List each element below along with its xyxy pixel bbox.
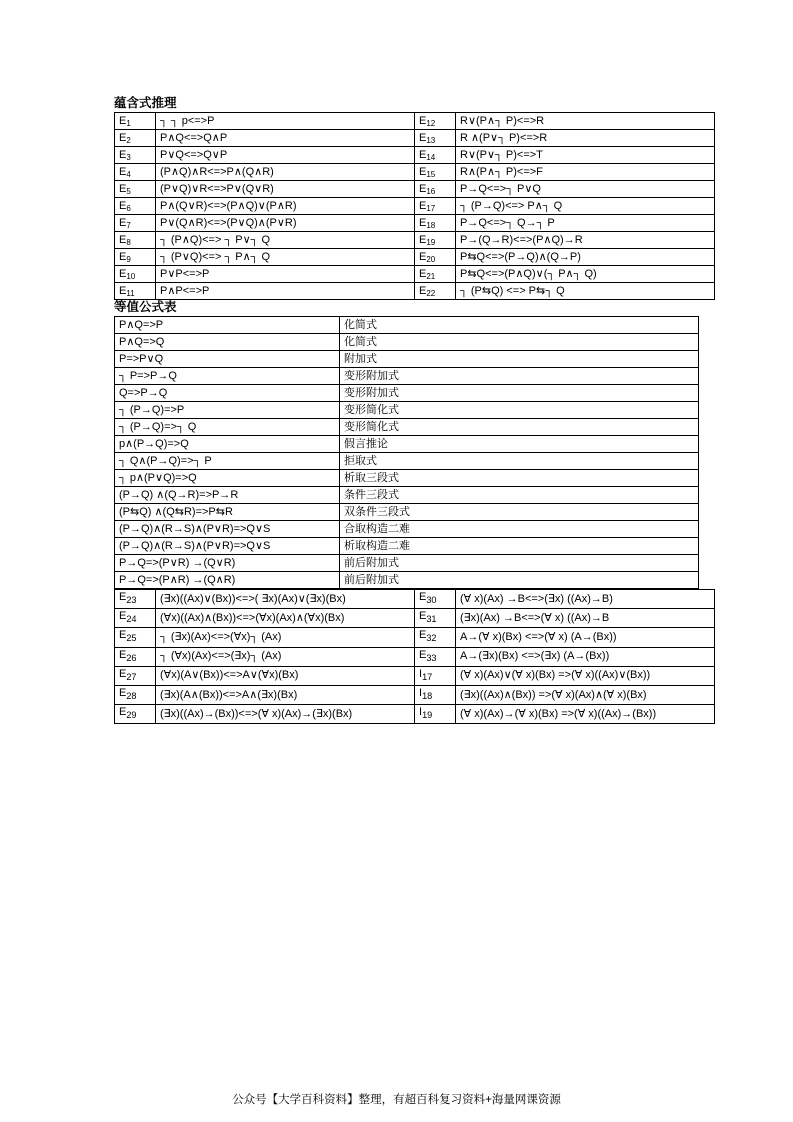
- table-row: [115, 453, 699, 470]
- table-row: [115, 130, 715, 147]
- table-row: [115, 521, 699, 538]
- equivalence-table: [114, 316, 699, 589]
- equivalence-formula: (P→Q)∧(R→S)∧(P∨R)=>Q∨S: [115, 521, 340, 538]
- row-label: $E_{32}$: [415, 628, 456, 647]
- row-label: $E_2$: [115, 130, 156, 147]
- row-label: $E_{24}$: [115, 609, 156, 628]
- row-formula: P→Q<=>┐ P∨Q: [456, 181, 715, 198]
- table-row: [115, 419, 699, 436]
- row-formula: ┐ (P∧Q)<=> ┐ P∨┐ Q: [156, 232, 415, 249]
- row-label: $E_{11}$: [115, 283, 156, 300]
- table-row: [115, 487, 699, 504]
- table-row: [115, 266, 715, 283]
- row-label: $E_{27}$: [115, 666, 156, 685]
- equivalence-formula: (P→Q)∧(R→S)∧(P∨R)=>Q∨S: [115, 538, 340, 555]
- page-footer: 公众号【大学百科资料】整理，有超百科复习资料+海量网课资源: [232, 1094, 561, 1106]
- row-formula: (∃x)(A∧(Bx))<=>A∧(∃x)(Bx): [156, 685, 415, 704]
- equivalence-formula: Q=>P→Q: [115, 385, 340, 402]
- row-formula: P∧P<=>P: [156, 283, 415, 300]
- table-row: [115, 538, 699, 555]
- row-label: $E_{30}$: [415, 590, 456, 609]
- row-formula: (P∨Q)∨R<=>P∨(Q∨R): [156, 181, 415, 198]
- equivalence-formula: (P→Q) ∧(Q→R)=>P→R: [115, 487, 340, 504]
- equivalence-formula: (P⇆Q) ∧(Q⇆R)=>P⇆R: [115, 504, 340, 521]
- table-row: [115, 504, 699, 521]
- row-formula: (∀ x)(Ax) →B<=>(∃x) ((Ax)→B): [456, 590, 715, 609]
- row-label: $E_{23}$: [115, 590, 156, 609]
- row-formula: (∀x)(A∨(Bx))<=>A∨(∀x)(Bx): [156, 666, 415, 685]
- row-formula: P∨Q<=>Q∨P: [156, 147, 415, 164]
- table-row: [115, 351, 699, 368]
- row-formula: (∀ x)(Ax)→(∀ x)(Bx) =>(∀ x)((Ax)→(Bx)): [456, 705, 715, 724]
- equivalence-name: 双条件三段式: [340, 504, 699, 521]
- table-row: [115, 590, 715, 609]
- table-row: [115, 198, 715, 215]
- equivalence-formula: ┐ Q∧(P→Q)=>┐ P: [115, 453, 340, 470]
- row-label: $E_{13}$: [415, 130, 456, 147]
- row-label: $E_{10}$: [115, 266, 156, 283]
- row-label: $E_{16}$: [415, 181, 456, 198]
- table-row: [115, 705, 715, 724]
- row-formula: P∧Q<=>Q∧P: [156, 130, 415, 147]
- equivalence-name: 合取构造二难: [340, 521, 699, 538]
- row-label: $E_4$: [115, 164, 156, 181]
- row-label: $E_{15}$: [415, 164, 456, 181]
- row-label: $I_{17}$: [415, 666, 456, 685]
- row-formula: R∨(P∨┐ P)<=>T: [456, 147, 715, 164]
- row-formula: A→(∀ x)(Bx) <=>(∀ x) (A→(Bx)): [456, 628, 715, 647]
- equivalence-name: 前后附加式: [340, 555, 699, 572]
- equivalence-section-title: 等值公式表: [114, 300, 177, 314]
- row-formula: ┐ (P→Q)<=> P∧┐ Q: [456, 198, 715, 215]
- table-row: [115, 317, 699, 334]
- equivalence-formula: ┐ P=>P→Q: [115, 368, 340, 385]
- equivalence-name: 析取构造二难: [340, 538, 699, 555]
- table-row: [115, 385, 699, 402]
- table-row: [115, 215, 715, 232]
- table-row: [115, 685, 715, 704]
- row-formula: P∧(Q∨R)<=>(P∧Q)∨(P∧R): [156, 198, 415, 215]
- equivalence-formula: ┐ p∧(P∨Q)=>Q: [115, 470, 340, 487]
- row-formula: (∃x)(Ax) →B<=>(∀ x) ((Ax)→B: [456, 609, 715, 628]
- row-label: $E_5$: [115, 181, 156, 198]
- equivalence-formula: P∧Q=>P: [115, 317, 340, 334]
- table-row: [115, 113, 715, 130]
- row-label: $E_{29}$: [115, 705, 156, 724]
- row-label: $E_{26}$: [115, 647, 156, 666]
- row-formula: A→(∃x)(Bx) <=>(∃x) (A→(Bx)): [456, 647, 715, 666]
- row-formula: P⇆Q<=>(P∧Q)∨(┐ P∧┐ Q): [456, 266, 715, 283]
- quantifier-table: [114, 589, 715, 724]
- row-label: $E_{22}$: [415, 283, 456, 300]
- row-formula: ┐ (∀x)(Ax)<=>(∃x)┐ (Ax): [156, 647, 415, 666]
- table-row: [115, 609, 715, 628]
- table-row: [115, 572, 699, 589]
- equivalence-formula: ┐ (P→Q)=>┐ Q: [115, 419, 340, 436]
- row-label: $E_9$: [115, 249, 156, 266]
- row-label: $E_1$: [115, 113, 156, 130]
- row-formula: R ∧(P∨┐ P)<=>R: [456, 130, 715, 147]
- table-row: [115, 164, 715, 181]
- equivalence-name: 拒取式: [340, 453, 699, 470]
- implication-table: [114, 112, 715, 300]
- row-formula: ┐ ┐ p<=>P: [156, 113, 415, 130]
- row-label: $E_{28}$: [115, 685, 156, 704]
- row-label: $E_8$: [115, 232, 156, 249]
- table-row: [115, 181, 715, 198]
- table-row: [115, 470, 699, 487]
- table-row: [115, 555, 699, 572]
- row-formula: (∃x)((Ax)∨(Bx))<=>( ∃x)(Ax)∨(∃x)(Bx): [156, 590, 415, 609]
- document-content: [114, 96, 682, 724]
- equivalence-formula: P→Q=>(P∨R) →(Q∨R): [115, 555, 340, 572]
- equivalence-formula: ┐ (P→Q)=>P: [115, 402, 340, 419]
- row-formula: P∨(Q∧R)<=>(P∨Q)∧(P∨R): [156, 215, 415, 232]
- row-formula: P→(Q→R)<=>(P∧Q)→R: [456, 232, 715, 249]
- equivalence-name: 化简式: [340, 334, 699, 351]
- row-formula: ┐ (∃x)(Ax)<=>(∀x)┐ (Ax): [156, 628, 415, 647]
- equivalence-name: 前后附加式: [340, 572, 699, 589]
- table-row: [115, 402, 699, 419]
- row-label: $E_{17}$: [415, 198, 456, 215]
- equivalence-name: 变形简化式: [340, 402, 699, 419]
- equivalence-formula: P∧Q=>Q: [115, 334, 340, 351]
- table-row: [115, 249, 715, 266]
- row-label: $E_{25}$: [115, 628, 156, 647]
- row-label: $I_{18}$: [415, 685, 456, 704]
- equivalence-name: 化简式: [340, 317, 699, 334]
- row-label: $E_{18}$: [415, 215, 456, 232]
- row-label: $E_{31}$: [415, 609, 456, 628]
- equivalence-name: 假言推论: [340, 436, 699, 453]
- table-row: [115, 283, 715, 300]
- equivalence-formula: P→Q=>(P∧R) →(Q∧R): [115, 572, 340, 589]
- row-formula: ┐ (P∨Q)<=> ┐ P∧┐ Q: [156, 249, 415, 266]
- row-formula: R∧(P∧┐ P)<=>F: [456, 164, 715, 181]
- row-label: $E_7$: [115, 215, 156, 232]
- row-formula: (∀ x)(Ax)∨(∀ x)(Bx) =>(∀ x)((Ax)∨(Bx)): [456, 666, 715, 685]
- equivalence-table-body: [115, 317, 699, 589]
- row-label: $E_3$: [115, 147, 156, 164]
- row-label: $E_{20}$: [415, 249, 456, 266]
- equivalence-name: 变形附加式: [340, 368, 699, 385]
- table-row: [115, 147, 715, 164]
- row-label: $E_6$: [115, 198, 156, 215]
- row-formula: (∃x)((Ax)∧(Bx)) =>(∀ x)(Ax)∧(∀ x)(Bx): [456, 685, 715, 704]
- row-formula: R∨(P∧┐ P)<=>R: [456, 113, 715, 130]
- row-label: $E_{21}$: [415, 266, 456, 283]
- row-formula: (∀x)((Ax)∧(Bx))<=>(∀x)(Ax)∧(∀x)(Bx): [156, 609, 415, 628]
- table-row: [115, 436, 699, 453]
- equivalence-formula: P=>P∨Q: [115, 351, 340, 368]
- row-formula: P→Q<=>┐ Q→┐ P: [456, 215, 715, 232]
- table-row: [115, 628, 715, 647]
- table-row: [115, 647, 715, 666]
- table-row: [115, 666, 715, 685]
- row-formula: P∨P<=>P: [156, 266, 415, 283]
- row-label: $E_{14}$: [415, 147, 456, 164]
- row-formula: P⇆Q<=>(P→Q)∧(Q→P): [456, 249, 715, 266]
- equivalence-name: 附加式: [340, 351, 699, 368]
- equivalence-name: 条件三段式: [340, 487, 699, 504]
- equivalence-name: 析取三段式: [340, 470, 699, 487]
- row-label: $E_{19}$: [415, 232, 456, 249]
- equivalence-name: 变形简化式: [340, 419, 699, 436]
- equivalence-formula: p∧(P→Q)=>Q: [115, 436, 340, 453]
- implication-table-body: [115, 113, 715, 300]
- row-label: $I_{19}$: [415, 705, 456, 724]
- row-label: $E_{33}$: [415, 647, 456, 666]
- table-row: [115, 232, 715, 249]
- implication-section-title: 蕴含式推理: [114, 96, 177, 110]
- row-formula: (∃x)((Ax)→(Bx))<=>(∀ x)(Ax)→(∃x)(Bx): [156, 705, 415, 724]
- quantifier-table-body: [115, 590, 715, 724]
- table-row: [115, 368, 699, 385]
- row-label: $E_{12}$: [415, 113, 456, 130]
- row-formula: ┐ (P⇆Q) <=> P⇆┐ Q: [456, 283, 715, 300]
- table-row: [115, 334, 699, 351]
- row-formula: (P∧Q)∧R<=>P∧(Q∧R): [156, 164, 415, 181]
- equivalence-name: 变形附加式: [340, 385, 699, 402]
